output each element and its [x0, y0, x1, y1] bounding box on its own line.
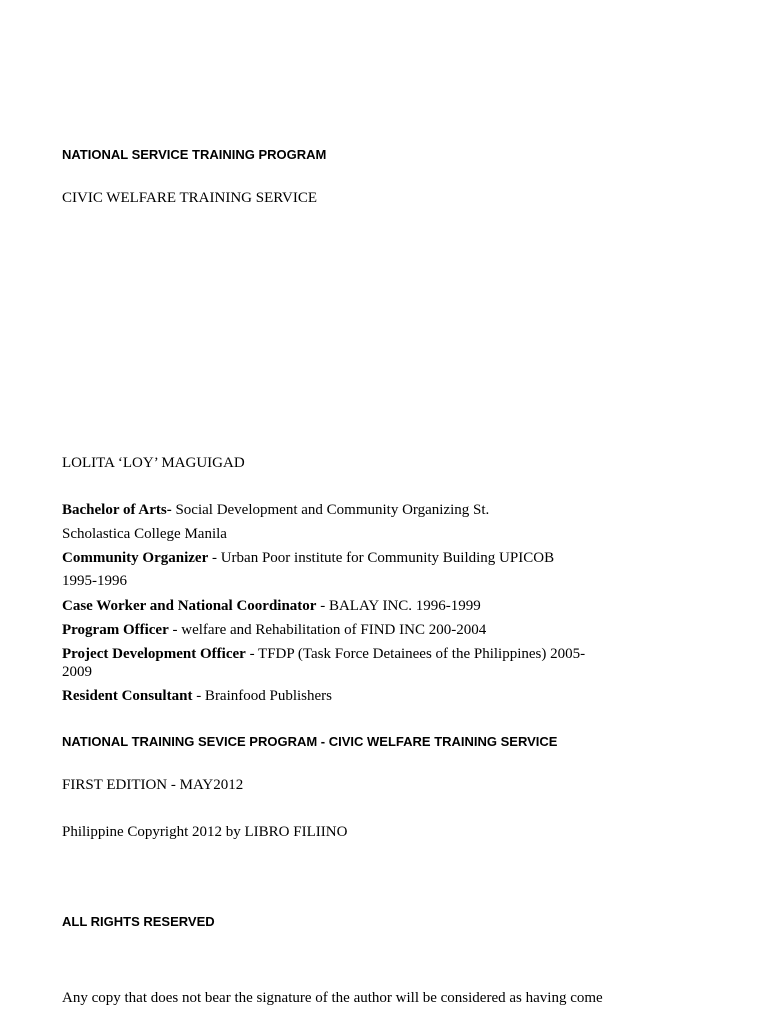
credential-detail: 1995-1996 [62, 573, 127, 589]
credential-line [62, 573, 127, 590]
program-title: NATIONAL SERVICE TRAINING PROGRAM [62, 147, 327, 162]
credential-line [62, 688, 332, 705]
credential-detail: - welfare and Rehabilitation of FIND INC 200-2004 [168, 622, 487, 638]
credential-detail: - TFDP (Task Force Detainees of the Philippines) 2005- [245, 646, 586, 662]
credential-role: Program Officer [62, 622, 169, 638]
component-title: CIVIC WELFARE TRAINING SERVICE [62, 190, 318, 206]
edition-line: FIRST EDITION - MAY2012 [62, 777, 244, 793]
credential-role: Bachelor of Arts- [62, 502, 172, 518]
credential-line [62, 598, 481, 615]
credential-line [62, 646, 585, 663]
credential-role: Case Worker and National Coordinator [62, 598, 317, 614]
credential-role: Project Development Officer [62, 646, 246, 662]
credential-detail: Social Development and Community Organizing St. [171, 502, 490, 518]
credential-detail: - Brainfood Publishers [192, 688, 333, 704]
credential-detail: 2009 [62, 664, 92, 680]
copyright-line: Philippine Copyright 2012 by LIBRO FILIINO [62, 824, 348, 840]
credential-detail: Scholastica College Manila [62, 526, 227, 542]
credential-detail: - BALAY INC. 1996-1999 [316, 598, 481, 614]
credential-line [62, 526, 227, 543]
credential-line [62, 622, 486, 639]
credential-line [62, 502, 489, 519]
rights-reserved: ALL RIGHTS RESERVED [62, 914, 215, 929]
credential-detail: - Urban Poor institute for Community Building UPICOB [208, 550, 555, 566]
credential-role: Community Organizer [62, 550, 209, 566]
credential-line [62, 664, 92, 681]
signature-notice: Any copy that does not bear the signature of the author will be considered as having come [62, 990, 603, 1006]
credential-role: Resident Consultant [62, 688, 193, 704]
credential-line [62, 550, 554, 567]
book-title: NATIONAL TRAINING SEVICE PROGRAM - CIVIC WELFARE TRAINING SERVICE [62, 734, 558, 749]
author-name: LOLITA ‘LOY’ MAGUIGAD [62, 455, 245, 471]
